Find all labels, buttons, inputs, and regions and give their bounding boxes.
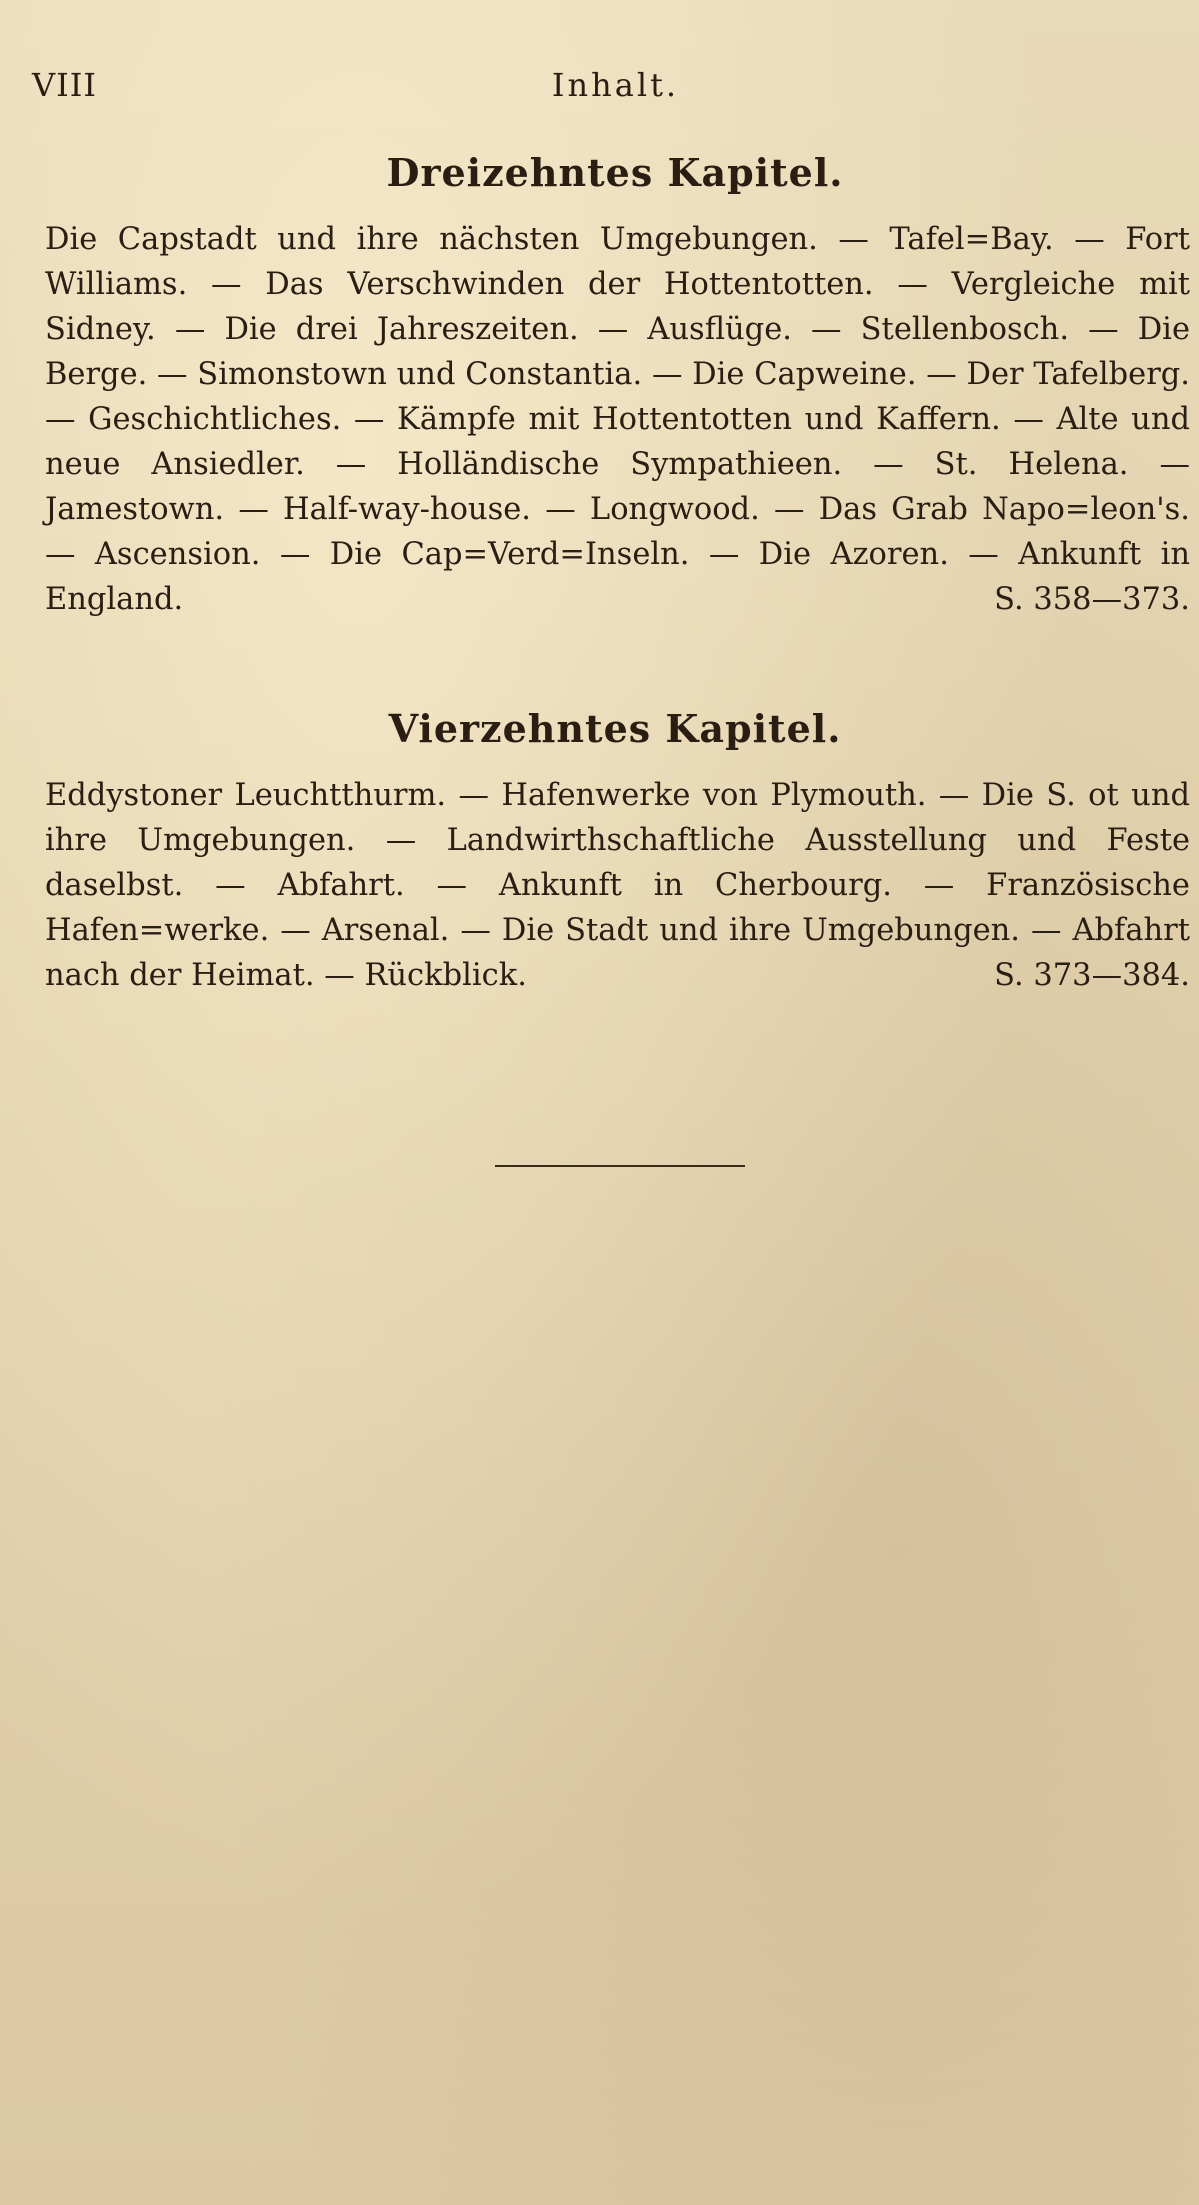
chapter-summary <box>40 773 1190 998</box>
page-range: S. 373—384. <box>994 958 1190 993</box>
page-header <box>32 66 1159 106</box>
chapter-summary-text: Eddystoner Leuchtthurm. — Hafenwerke von Plymouth. — Die S. ot und ihre Umgebungen. — Landwirthschaftliche Ausstellung und Feste daselbst. — Abfahrt. — Ankunft in Cherbourg. — Französische Hafen=werke. — Arsenal. — Die Stadt und ihre Umgebungen. — Abfahrt nach der Heimat. — Rückblick. <box>45 778 1190 993</box>
chapter-heading: Vierzehntes Kapitel. <box>388 706 842 751</box>
chapter-14-section <box>40 706 1190 998</box>
running-title: Inhalt. <box>551 66 680 104</box>
page-number: VIII <box>32 66 98 104</box>
chapter-summary-text: Die Capstadt und ihre nächsten Umgebungen. — Tafel=Bay. — Fort Williams. — Das Verschwinden der Hottentotten. — Vergleiche mit Sidney. — Die drei Jahreszeiten. — Ausflüge. — Stellenbosch. — Die Berge. — Simonstown und Constantia. — Die Capweine. — Der Tafelberg. — Geschichtliches. — Kämpfe mit Hottentotten und Kaffern. — Alte und neue Ansiedler. — Holländische Sympathieen. — St. Helena. — Jamestown. — Half-way-house. — Longwood. — Das Grab Napo=leon's. — Ascension. — Die Cap=Verd=Inseln. — Die Azoren. — Ankunft in England. <box>45 222 1190 617</box>
chapter-summary <box>40 217 1190 622</box>
chapter-heading: Dreizehntes Kapitel. <box>386 150 844 195</box>
page-range: S. 358—373. <box>994 582 1190 617</box>
chapter-13-section <box>40 150 1190 622</box>
section-divider <box>495 1165 745 1167</box>
